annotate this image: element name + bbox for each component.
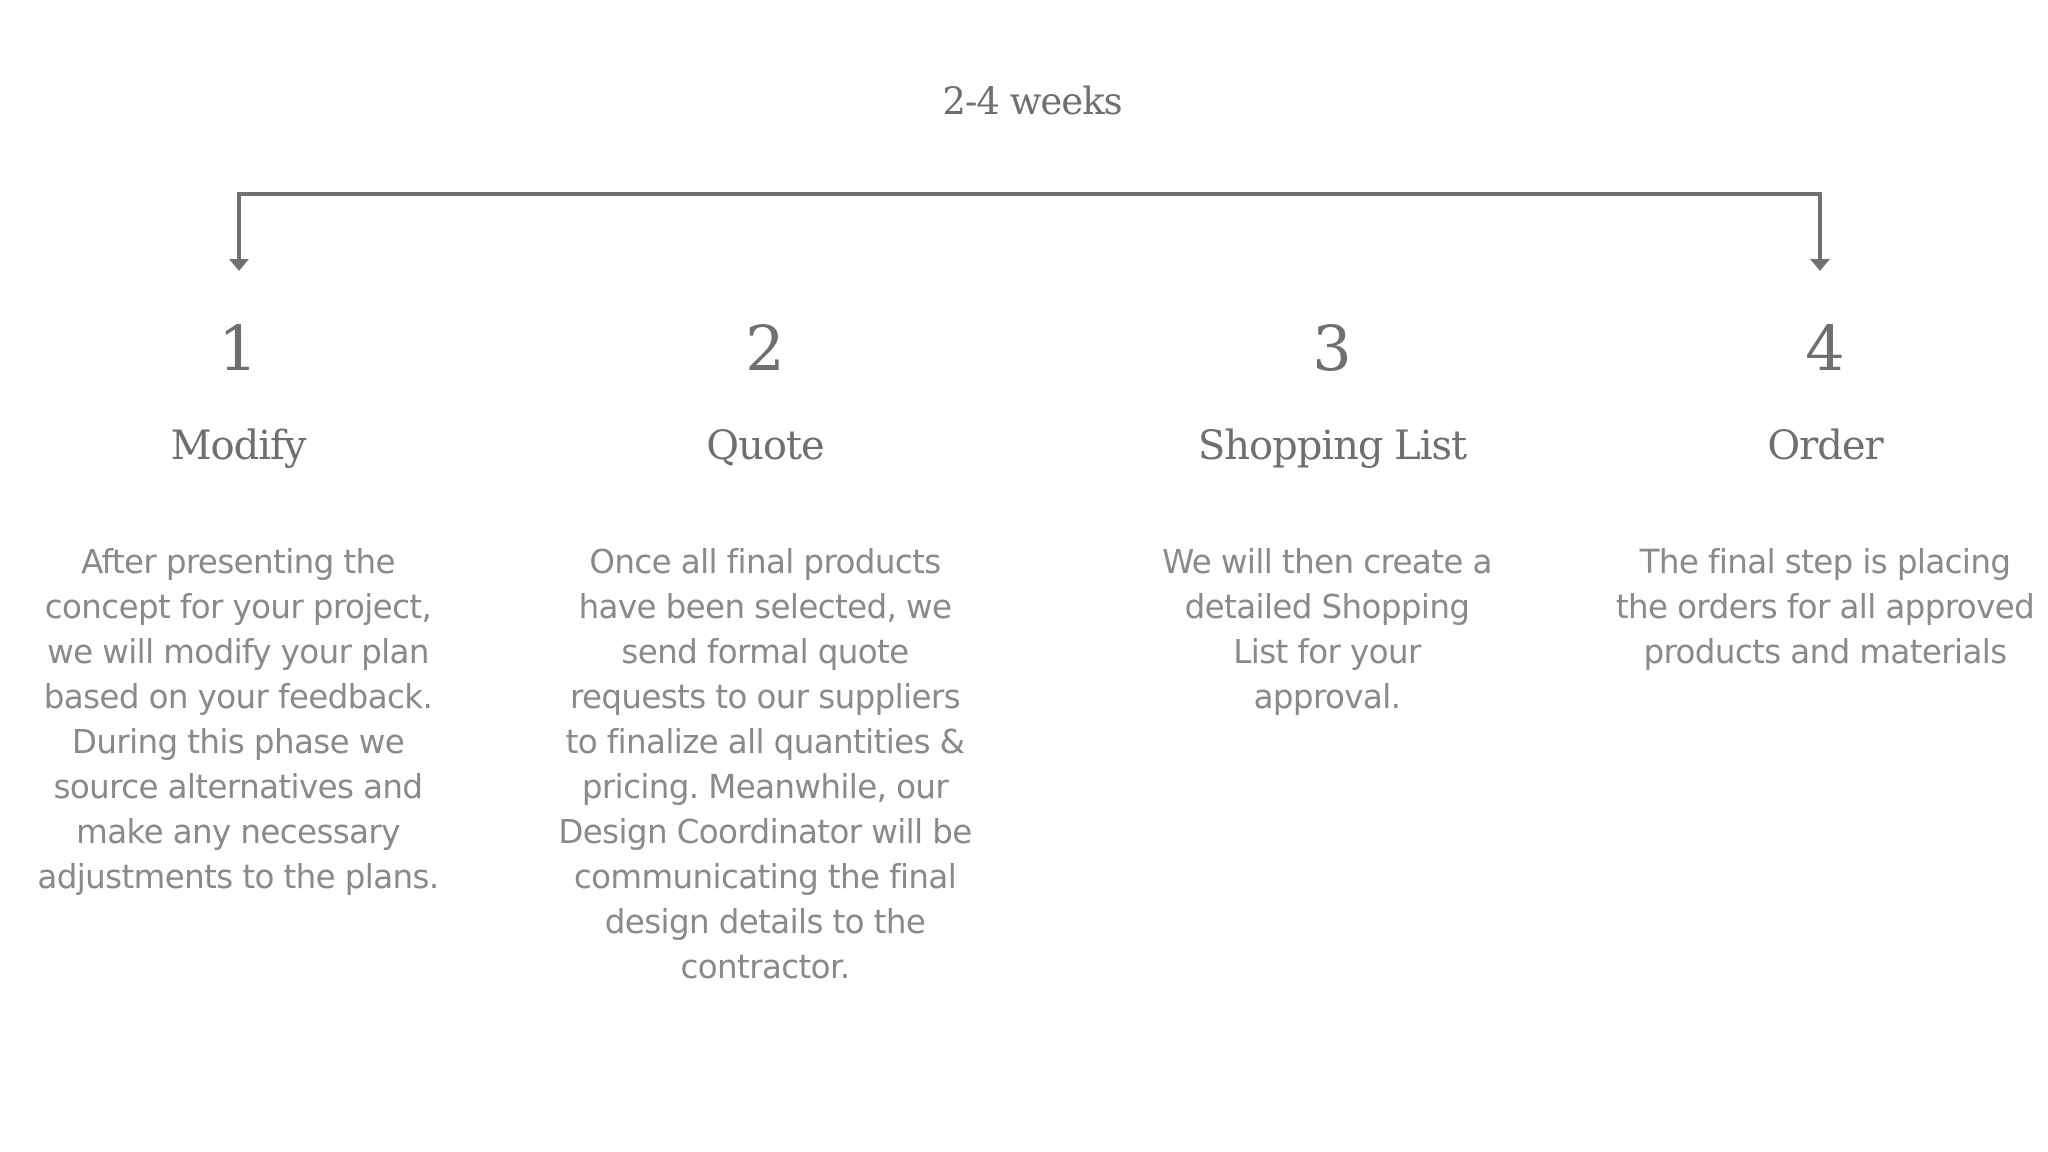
step-1-description: After presenting the concept for your project, we will modify your plan based on your feedback. During this phase we source alternatives and make any necessary adjustments to the plans. <box>37 543 439 896</box>
step-2 <box>545 312 985 1018</box>
timeline-duration-label: 2-4 weeks <box>942 80 1122 123</box>
step-2-title: Quote <box>706 423 824 469</box>
step-1 <box>18 312 458 918</box>
step-4-number: 4 <box>1805 312 1845 385</box>
timeline-start-arrow-icon <box>229 259 249 271</box>
step-3-title: Shopping List <box>1197 423 1467 469</box>
step-2-number: 2 <box>745 312 785 385</box>
timeline-end-arrow-icon <box>1810 259 1830 271</box>
step-1-number: 1 <box>218 312 258 385</box>
step-3-number: 3 <box>1312 312 1352 385</box>
step-4-title: Order <box>1767 423 1883 469</box>
step-3 <box>1112 312 1552 718</box>
step-4-description: The final step is placing the orders for all approved products and materials <box>1615 543 2035 671</box>
timeline-bracket <box>0 0 2048 300</box>
step-4 <box>1610 312 2040 718</box>
step-3-description: We will then create a detailed Shopping List for your approval. <box>1162 543 1492 716</box>
step-2-description: Once all final products have been selected, we send formal quote requests to our suppliers to finalize all quantities & pricing. Meanwhile, our Design Coordinator will be communicating the final design details to the contractor. <box>558 543 972 986</box>
step-1-title: Modify <box>170 423 306 469</box>
